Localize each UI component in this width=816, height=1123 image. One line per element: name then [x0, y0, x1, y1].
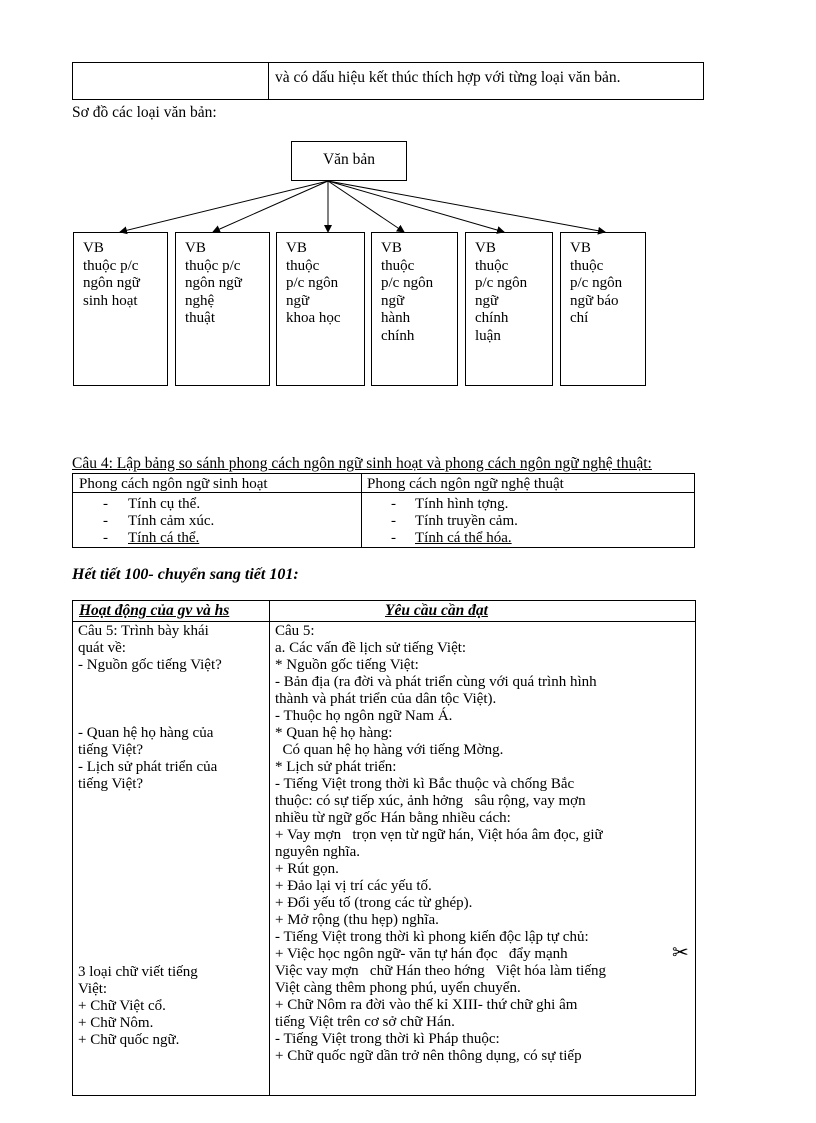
child-line: thuộc p/c — [83, 257, 139, 274]
child-line: VB — [83, 240, 104, 256]
child-line: hành — [381, 310, 411, 326]
child-line: thuộc p/c — [185, 257, 241, 274]
right-line: * Nguồn gốc tiếng Việt: — [275, 657, 419, 673]
child-line: ngôn ngữ — [185, 275, 242, 291]
col2-item: Tính cá thể hóa. — [415, 530, 512, 546]
section-title: Hết tiết 100- chuyển sang tiết 101: — [72, 566, 299, 583]
right-line: + Mở rộng (thu hẹp) nghĩa. — [275, 912, 439, 928]
bullet: - — [391, 513, 396, 529]
activity-col2-header: Yêu cầu cần đạt — [385, 602, 488, 619]
child-line: p/c ngôn — [381, 275, 434, 291]
child-line: VB — [381, 240, 402, 256]
child-line: ngôn ngữ — [83, 275, 140, 291]
scissors-icon: ✂ — [672, 942, 689, 964]
arrow-2 — [213, 181, 328, 232]
arrow-4 — [328, 181, 404, 232]
child-line: chính — [475, 310, 509, 326]
activity-col1-header: Hoạt động của gv và hs — [79, 602, 230, 619]
diagram-child-4 — [371, 232, 458, 386]
bullet: - — [103, 496, 108, 512]
child-line: khoa học — [286, 310, 341, 326]
child-line: ngữ — [286, 292, 310, 309]
col2-header: Phong cách ngôn ngữ nghệ thuật — [367, 476, 564, 492]
right-line: - Bản địa (ra đời và phát triển cùng với quá trình hình — [275, 674, 597, 690]
left-line: tiếng Việt? — [78, 742, 144, 758]
right-line: tiếng Việt trên cơ sở chữ Hán. — [275, 1014, 455, 1030]
child-line: ngữ — [475, 292, 499, 309]
child-line: p/c ngôn — [475, 275, 528, 291]
bullet: - — [391, 496, 396, 512]
left-line: - Nguồn gốc tiếng Việt? — [78, 657, 222, 673]
right-line: + Việc học ngôn ngữ- văn tự hán đọc đẩy mạnh — [275, 946, 568, 962]
child-line: thuộc — [286, 257, 320, 274]
right-line: - Tiếng Việt trong thời kì Pháp thuộc: — [275, 1031, 500, 1047]
bullet: - — [391, 530, 396, 546]
right-line: + Chữ quốc ngữ dần trở nên thông dụng, có sự tiếp — [275, 1048, 582, 1064]
arrow-6 — [328, 181, 605, 232]
right-line: * Lịch sử phát triển: — [275, 759, 397, 775]
child-line: thuật — [185, 310, 215, 326]
child-line: VB — [286, 240, 307, 256]
left-line: Việt: — [78, 981, 108, 997]
child-line: VB — [185, 240, 206, 256]
child-line: VB — [570, 240, 591, 256]
right-line: * Quan hệ họ hàng: — [275, 725, 393, 741]
right-line: - Thuộc họ ngôn ngữ Nam Á. — [275, 708, 453, 724]
bullet: - — [103, 513, 108, 529]
comparison-table — [72, 473, 695, 548]
child-line: thuộc — [475, 257, 509, 274]
col2-item: Tính hình tợng. — [415, 496, 509, 512]
column-divider — [269, 601, 270, 1095]
child-line: p/c ngôn — [570, 275, 623, 291]
activity-table — [72, 600, 696, 1096]
top-table-text: và có dấu hiệu kết thúc thích hợp với từng loại văn bản. — [275, 69, 621, 86]
diagram-root-box: Văn bản — [291, 141, 407, 181]
left-line: 3 loại chữ viết tiếng — [78, 964, 198, 980]
right-line: + Đảo lại vị trí các yếu tố. — [275, 878, 432, 894]
col2-item: Tính truyền cảm. — [415, 513, 518, 529]
right-line: thuộc: có sự tiếp xúc, ảnh hởng sâu rộng, vay mợn — [275, 793, 586, 809]
right-line: a. Các vấn đề lịch sử tiếng Việt: — [275, 640, 467, 656]
left-line: Câu 5: Trình bày khái — [78, 623, 209, 639]
child-line: VB — [475, 240, 496, 256]
child-line: thuộc — [570, 257, 604, 274]
arrow-5 — [328, 181, 504, 232]
child-line: nghệ — [185, 292, 215, 309]
column-divider — [361, 474, 362, 547]
right-line: nhiều từ ngữ gốc Hán bằng nhiều cách: — [275, 810, 511, 826]
child-line: ngữ — [381, 292, 405, 309]
child-line: sinh hoạt — [83, 292, 138, 309]
right-line: Câu 5: — [275, 623, 315, 639]
left-line: + Chữ Nôm. — [78, 1015, 154, 1031]
right-line: nguyên nghĩa. — [275, 844, 360, 860]
left-line: + Chữ quốc ngữ. — [78, 1032, 180, 1048]
right-line: + Vay mợn trọn vẹn từ ngữ hán, Việt hóa âm đọc, giữ — [275, 827, 603, 843]
header-divider — [73, 621, 695, 622]
bullet: - — [103, 530, 108, 546]
col1-item: Tính cụ thể. — [128, 496, 201, 512]
diagram-child-3 — [276, 232, 365, 386]
diagram-child-5 — [465, 232, 553, 386]
child-line: chính — [381, 327, 415, 344]
child-line: ngữ báo — [570, 292, 619, 309]
left-line: + Chữ Việt cổ. — [78, 998, 166, 1014]
left-line: - Lịch sử phát triển của — [78, 759, 218, 775]
right-line: + Rút gọn. — [275, 861, 339, 877]
right-line: Việt càng thêm phong phú, uyển chuyển. — [275, 980, 521, 996]
col1-item: Tính cảm xúc. — [128, 513, 215, 529]
child-line: thuộc — [381, 257, 415, 274]
right-line: thành và phát triển của dân tộc Việt). — [275, 691, 497, 707]
diagram-child-6 — [560, 232, 646, 386]
child-line: chí — [570, 310, 589, 326]
right-line: Có quan hệ họ hàng với tiếng Mờng. — [275, 742, 504, 758]
diagram-child-2 — [175, 232, 270, 386]
right-line: + Chữ Nôm ra đời vào thế kỉ XIII- thứ chữ ghi âm — [275, 997, 578, 1013]
left-line: quát về: — [78, 640, 126, 656]
right-line: Việc vay mợn chữ Hán theo hớng Việt hóa làm tiếng — [275, 963, 607, 979]
right-line: + Đổi yếu tố (trong các từ ghép). — [275, 895, 473, 911]
left-line: tiếng Việt? — [78, 776, 144, 792]
arrow-1 — [120, 181, 328, 232]
right-line: - Tiếng Việt trong thời kì phong kiến độc lập tự chủ: — [275, 929, 589, 945]
col1-item: Tính cá thể. — [128, 530, 200, 546]
col1-header: Phong cách ngôn ngữ sinh hoạt — [79, 476, 268, 492]
child-line: p/c ngôn — [286, 275, 339, 291]
question-4-title: Câu 4: Lập bảng so sánh phong cách ngôn ngữ sinh hoạt và phong cách ngôn ngữ nghệ thuật: — [72, 455, 652, 472]
diagram-caption: Sơ đồ các loại văn bản: — [72, 104, 217, 121]
left-line: - Quan hệ họ hàng của — [78, 725, 214, 741]
diagram-child-1 — [73, 232, 168, 386]
child-line: luận — [475, 327, 501, 344]
right-line: - Tiếng Việt trong thời kì Bắc thuộc và chống Bắc — [275, 776, 575, 792]
